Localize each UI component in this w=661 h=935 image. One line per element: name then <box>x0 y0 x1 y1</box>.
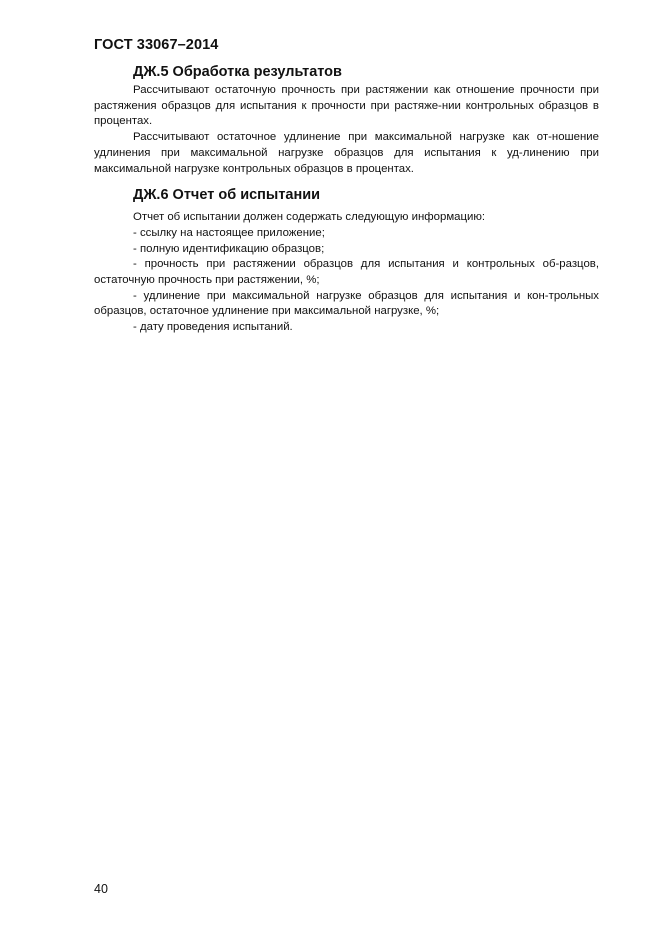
section-body-processing-results <box>94 83 599 177</box>
section-heading-processing-results: ДЖ.5 Обработка результатов <box>133 64 342 80</box>
list-item: - удлинение при максимальной нагрузке образцов для испытания и кон-трольных образцов, остаточное удлинение при максимальной нагрузке, %; <box>94 289 599 318</box>
list-item: - прочность при растяжении образцов для испытания и контрольных об-разцов, остаточную прочность при растяжении, %; <box>94 258 599 287</box>
paragraph-residual-elongation: Рассчитывают остаточное удлинение при максимальной нагрузке как от-ношение удлинения при максимальной нагрузке образцов для испытания к уд-линению при максимальной нагрузке контрольных образцов в процентах. <box>94 131 599 175</box>
list-item: - полную идентификацию образцов; <box>133 242 325 255</box>
page-number: 40 <box>94 882 108 896</box>
paragraph-residual-strength: Рассчитывают остаточную прочность при растяжении как отношение прочности при растяжения образцов для испытания к прочности при растяже-нии контрольных образцов в процентах. <box>94 84 599 128</box>
list-item: - дату проведения испытаний. <box>133 321 293 334</box>
section-body-test-report <box>94 210 599 336</box>
paragraph-report-intro: Отчет об испытании должен содержать следующую информацию: <box>133 211 486 224</box>
document-content <box>94 64 599 336</box>
section-heading-test-report: ДЖ.6 Отчет об испытании <box>133 187 321 204</box>
list-item: - ссылку на настоящее приложение; <box>133 226 325 239</box>
standard-code-header: ГОСТ 33067–2014 <box>94 37 219 53</box>
